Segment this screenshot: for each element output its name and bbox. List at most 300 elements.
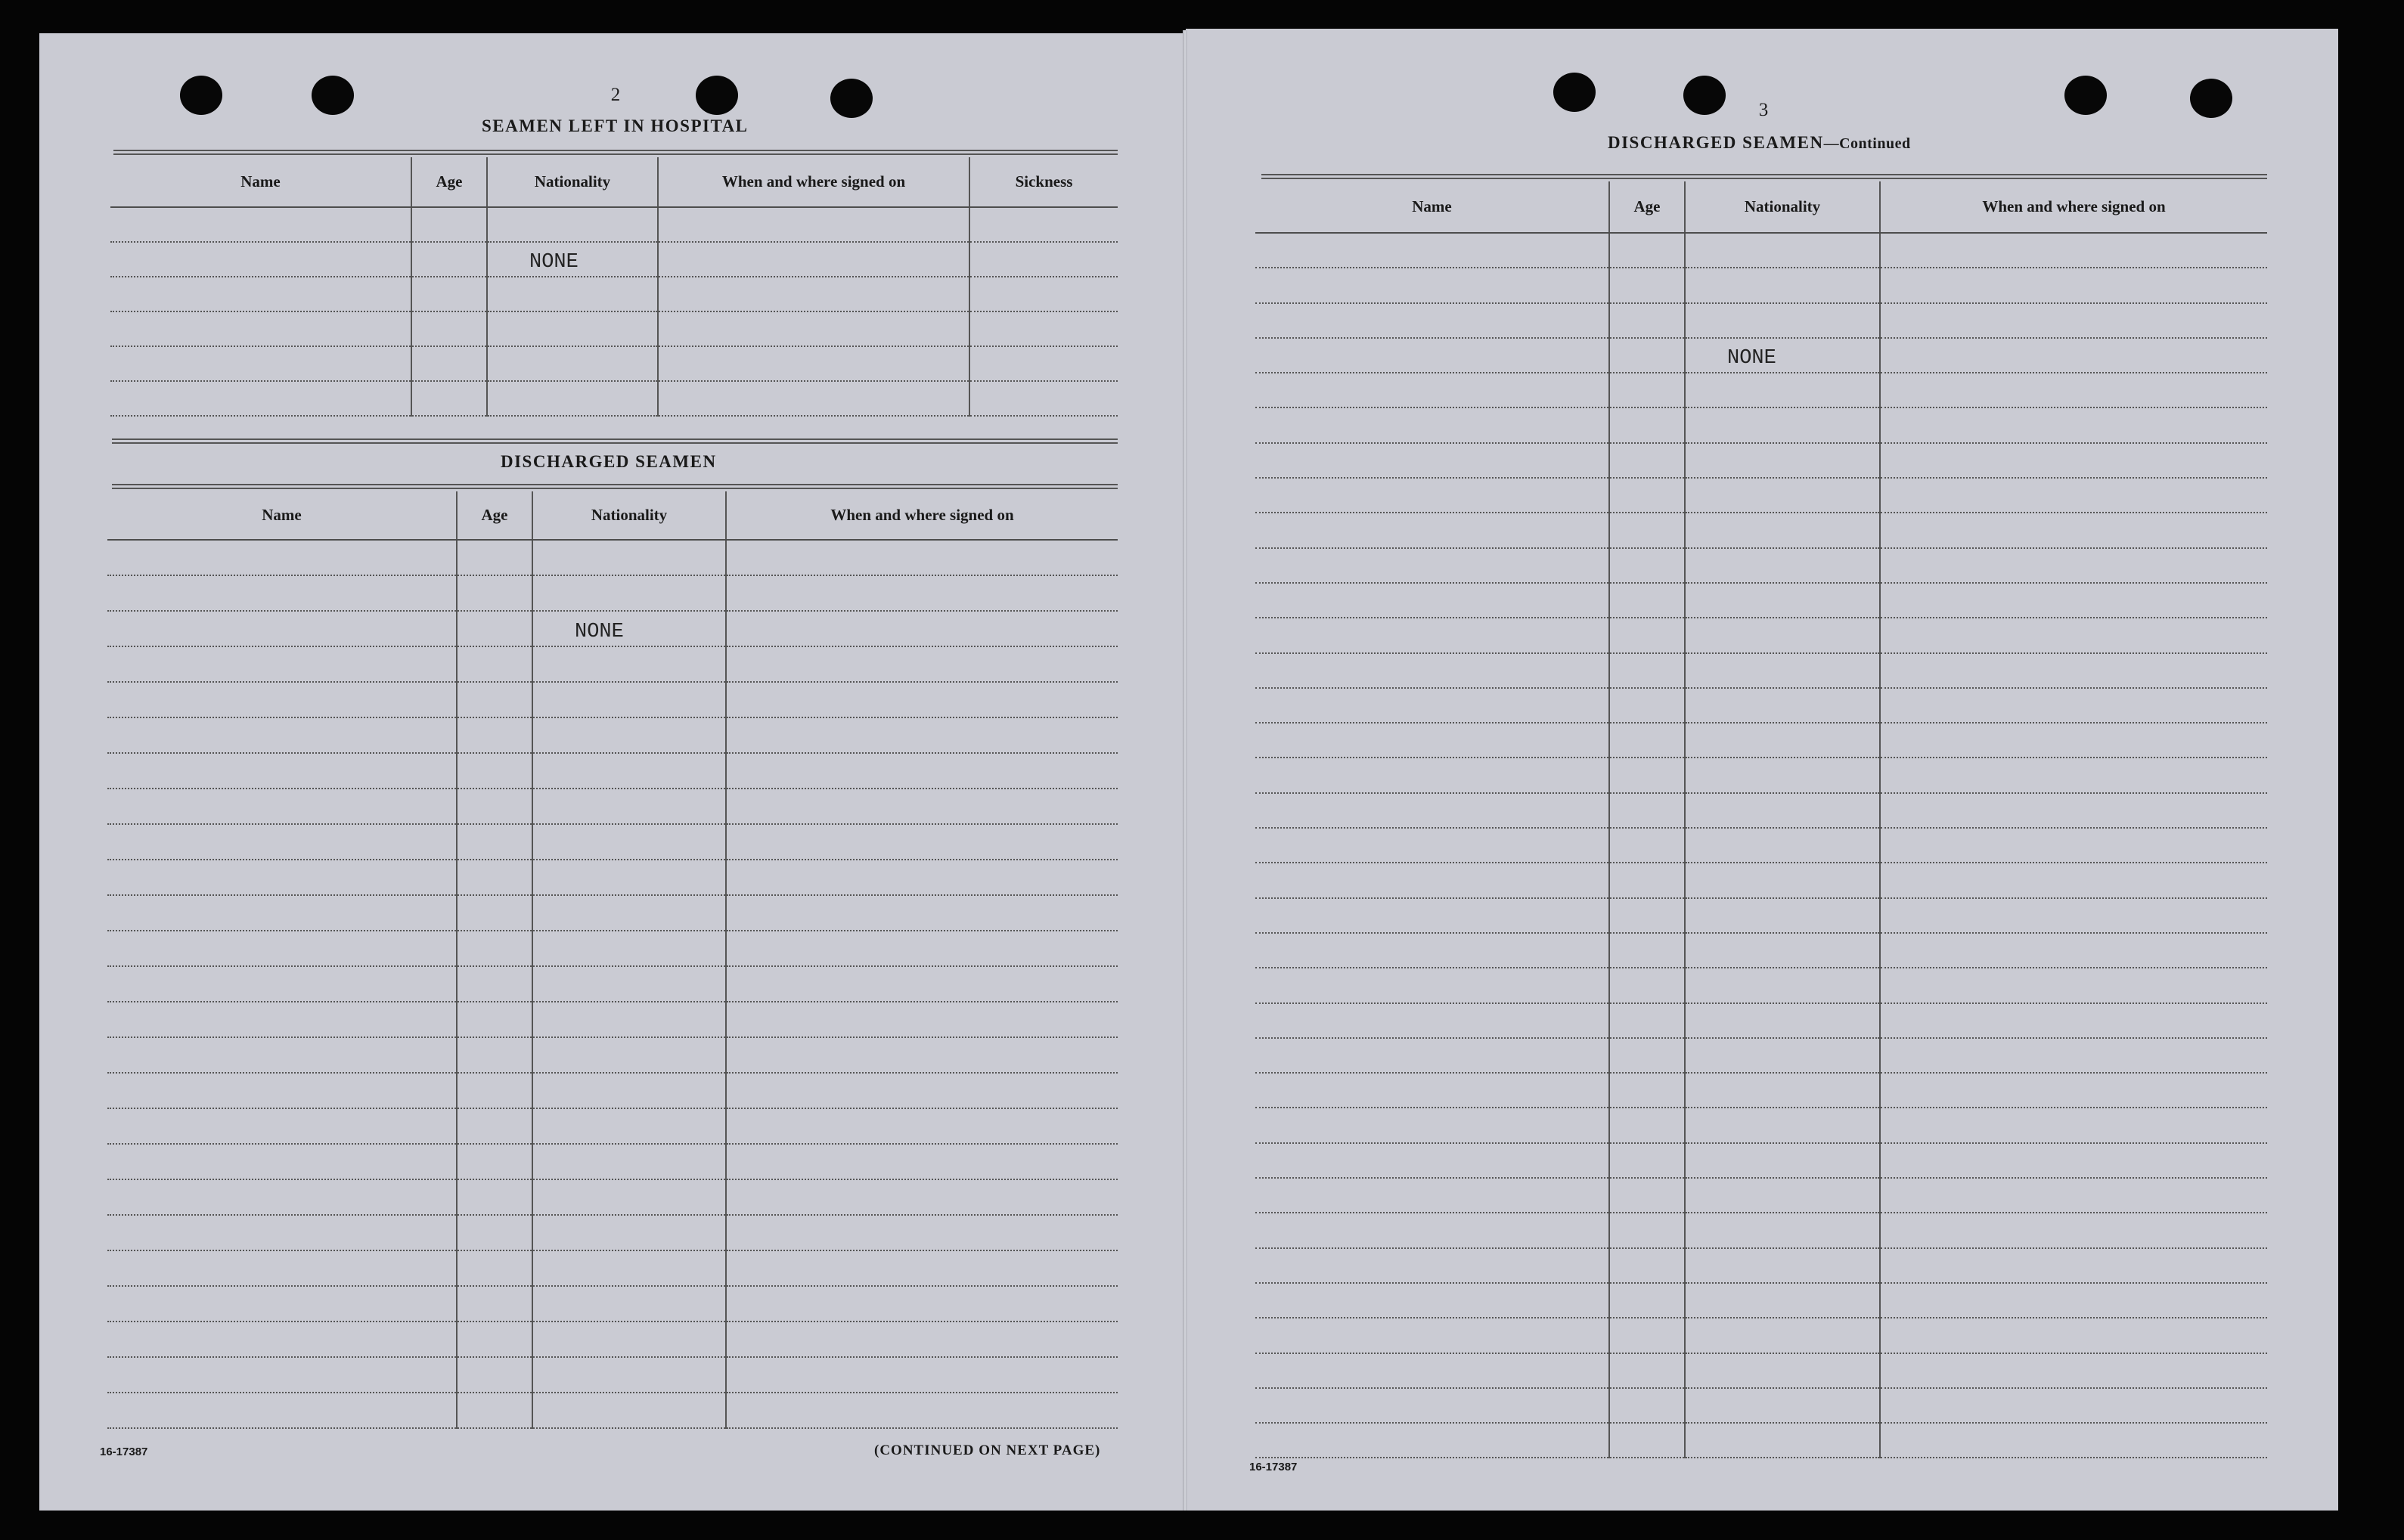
discharged-continued-table xyxy=(1255,181,2267,1458)
table-cell xyxy=(1255,338,1609,373)
table-cell xyxy=(110,381,411,416)
table-cell xyxy=(1685,478,1880,513)
table-cell xyxy=(726,717,1118,753)
table-cell xyxy=(726,682,1118,717)
table-cell xyxy=(107,966,457,1002)
table-cell xyxy=(1685,1388,1880,1423)
table-cell xyxy=(107,1179,457,1215)
typed-entry: NONE xyxy=(529,251,579,274)
table-cell xyxy=(1685,1003,1880,1038)
table-cell xyxy=(1685,1283,1880,1318)
table-cell xyxy=(1609,898,1685,933)
column-header-sickness: Sickness xyxy=(969,157,1118,207)
table-cell xyxy=(1880,618,2267,652)
table-cell xyxy=(1685,863,1880,897)
column-header-signed-on: When and where signed on xyxy=(726,491,1118,540)
table-cell xyxy=(107,895,457,931)
table-cell xyxy=(1609,338,1685,373)
table-cell xyxy=(1880,1283,2267,1318)
table-cell xyxy=(457,1357,532,1393)
table-cell xyxy=(1685,1423,1880,1458)
table-cell xyxy=(532,682,726,717)
table-row xyxy=(107,1073,1118,1108)
table-cell xyxy=(1609,268,1685,302)
table-cell xyxy=(658,207,969,242)
table-cell xyxy=(107,824,457,860)
punch-hole xyxy=(1553,73,1596,112)
table-cell xyxy=(1609,1178,1685,1213)
table-cell xyxy=(1685,1318,1880,1353)
table-cell xyxy=(110,346,411,381)
column-header-name: Name xyxy=(107,491,457,540)
table-cell xyxy=(1685,793,1880,828)
punch-hole xyxy=(180,76,222,115)
table-cell xyxy=(1609,1353,1685,1388)
table-cell xyxy=(1255,1318,1609,1353)
table-cell xyxy=(1609,653,1685,688)
table-cell xyxy=(726,753,1118,789)
table-cell xyxy=(969,381,1118,416)
table-cell xyxy=(532,860,726,895)
continued-note: (CONTINUED ON NEXT PAGE) xyxy=(874,1442,1101,1458)
section-rule xyxy=(1261,174,2267,179)
table-row xyxy=(107,682,1118,717)
table-cell xyxy=(1609,723,1685,758)
hospital-table xyxy=(110,157,1118,417)
table-cell xyxy=(658,346,969,381)
table-cell xyxy=(532,1108,726,1144)
table-cell xyxy=(411,381,487,416)
table-row xyxy=(107,1144,1118,1179)
table-cell xyxy=(107,1073,457,1108)
table-cell xyxy=(1880,548,2267,583)
table-cell xyxy=(1880,478,2267,513)
table-cell xyxy=(1609,233,1685,268)
table-cell xyxy=(726,1073,1118,1108)
hospital-section-title: SEAMEN LEFT IN HOSPITAL xyxy=(482,116,749,135)
table-row xyxy=(1255,513,2267,547)
table-cell xyxy=(1609,548,1685,583)
table-cell xyxy=(726,931,1118,966)
table-cell xyxy=(107,1322,457,1357)
table-cell xyxy=(1609,1248,1685,1283)
table-row xyxy=(107,1393,1118,1428)
table-cell xyxy=(532,753,726,789)
title-suffix: —Continued xyxy=(1823,135,1911,152)
table-cell xyxy=(1255,1423,1609,1458)
table-cell xyxy=(107,1144,457,1179)
table-cell xyxy=(532,824,726,860)
table-cell xyxy=(457,1144,532,1179)
table-cell xyxy=(1255,478,1609,513)
table-cell xyxy=(1685,1248,1880,1283)
table-cell xyxy=(487,207,658,242)
table-cell xyxy=(107,1286,457,1322)
table-row xyxy=(110,311,1118,346)
table-row xyxy=(1255,583,2267,618)
table-cell xyxy=(658,242,969,277)
table-cell xyxy=(1880,828,2267,863)
table-cell xyxy=(107,682,457,717)
table-cell xyxy=(726,1002,1118,1037)
table-cell xyxy=(532,1215,726,1250)
table-row xyxy=(1255,1213,2267,1247)
table-cell xyxy=(1880,1038,2267,1073)
table-cell xyxy=(726,860,1118,895)
table-row xyxy=(107,611,1118,646)
punch-hole xyxy=(312,76,354,115)
table-cell xyxy=(1255,1108,1609,1142)
column-header-age: Age xyxy=(411,157,487,207)
table-cell xyxy=(969,311,1118,346)
table-cell xyxy=(726,1322,1118,1357)
table-row xyxy=(1255,688,2267,723)
table-cell xyxy=(1685,373,1880,407)
table-row xyxy=(110,346,1118,381)
table-cell xyxy=(532,1073,726,1108)
table-row xyxy=(107,1002,1118,1037)
table-cell xyxy=(532,1037,726,1073)
table-cell xyxy=(1685,1213,1880,1247)
table-row xyxy=(107,575,1118,611)
table-cell xyxy=(1609,758,1685,792)
table-row xyxy=(1255,968,2267,1002)
table-row xyxy=(1255,1248,2267,1283)
table-cell xyxy=(457,611,532,646)
table-cell xyxy=(1609,793,1685,828)
table-cell xyxy=(107,1357,457,1393)
table-cell xyxy=(1609,688,1685,723)
table-cell xyxy=(726,1179,1118,1215)
table-cell xyxy=(1880,1318,2267,1353)
table-cell xyxy=(532,540,726,575)
table-cell xyxy=(1685,898,1880,933)
table-cell xyxy=(532,575,726,611)
column-header-age: Age xyxy=(457,491,532,540)
typed-entry: NONE xyxy=(575,621,624,643)
table-cell xyxy=(969,346,1118,381)
punch-hole xyxy=(696,76,738,115)
table-cell xyxy=(107,646,457,682)
table-cell xyxy=(969,242,1118,277)
table-cell xyxy=(1880,233,2267,268)
table-cell xyxy=(532,1322,726,1357)
table-cell xyxy=(1609,1108,1685,1142)
page-fold xyxy=(1183,30,1187,1511)
table-cell xyxy=(411,207,487,242)
table-cell xyxy=(1255,618,1609,652)
table-row xyxy=(1255,653,2267,688)
table-cell xyxy=(107,931,457,966)
table-row xyxy=(1255,1318,2267,1353)
table-cell xyxy=(1609,1283,1685,1318)
table-cell xyxy=(726,789,1118,824)
table-cell xyxy=(1880,407,2267,442)
table-cell xyxy=(1685,407,1880,442)
table-cell xyxy=(1609,828,1685,863)
table-cell xyxy=(457,895,532,931)
discharged-table xyxy=(107,491,1118,1429)
table-row xyxy=(1255,233,2267,268)
table-cell xyxy=(1255,548,1609,583)
table-cell xyxy=(1880,1423,2267,1458)
table-row xyxy=(107,1322,1118,1357)
table-cell xyxy=(1880,933,2267,968)
table-cell xyxy=(1255,933,1609,968)
table-cell xyxy=(1880,303,2267,338)
table-row xyxy=(110,242,1118,277)
table-cell xyxy=(1609,513,1685,547)
table-cell xyxy=(107,611,457,646)
table-cell xyxy=(487,242,658,277)
table-cell xyxy=(1255,898,1609,933)
table-cell xyxy=(1880,898,2267,933)
table-cell xyxy=(1609,407,1685,442)
table-cell xyxy=(1880,1213,2267,1247)
table-cell xyxy=(1255,758,1609,792)
table-cell xyxy=(457,1002,532,1037)
table-cell xyxy=(1609,1003,1685,1038)
table-cell xyxy=(1255,828,1609,863)
table-cell xyxy=(411,311,487,346)
table-row xyxy=(1255,338,2267,373)
table-cell xyxy=(457,931,532,966)
table-cell xyxy=(1880,268,2267,302)
table-cell xyxy=(411,346,487,381)
table-row xyxy=(107,1286,1118,1322)
table-cell xyxy=(1609,1143,1685,1178)
table-cell xyxy=(1880,1248,2267,1283)
table-cell xyxy=(1255,268,1609,302)
table-cell xyxy=(457,575,532,611)
table-cell xyxy=(110,277,411,311)
table-cell xyxy=(532,611,726,646)
table-cell xyxy=(457,1108,532,1144)
table-cell xyxy=(532,1393,726,1428)
table-cell xyxy=(1609,373,1685,407)
table-cell xyxy=(1685,1108,1880,1142)
punch-hole xyxy=(2190,79,2232,118)
table-cell xyxy=(532,1250,726,1286)
table-cell xyxy=(1880,1003,2267,1038)
table-cell xyxy=(532,1144,726,1179)
table-cell xyxy=(1609,968,1685,1002)
table-cell xyxy=(411,242,487,277)
discharged-section-title: DISCHARGED SEAMEN xyxy=(501,452,717,471)
table-cell xyxy=(1255,373,1609,407)
table-cell xyxy=(107,1037,457,1073)
table-cell xyxy=(1685,548,1880,583)
table-cell xyxy=(1609,478,1685,513)
table-cell xyxy=(457,966,532,1002)
table-cell xyxy=(1255,443,1609,478)
table-cell xyxy=(1685,653,1880,688)
table-row xyxy=(1255,898,2267,933)
table-cell xyxy=(107,1250,457,1286)
table-cell xyxy=(1880,723,2267,758)
table-cell xyxy=(1609,1423,1685,1458)
table-row xyxy=(107,860,1118,895)
table-cell xyxy=(1685,968,1880,1002)
table-row xyxy=(1255,1108,2267,1142)
table-cell xyxy=(969,207,1118,242)
table-cell xyxy=(107,540,457,575)
table-cell xyxy=(457,1179,532,1215)
table-cell xyxy=(1609,303,1685,338)
table-cell xyxy=(1880,1388,2267,1423)
table-row xyxy=(107,824,1118,860)
table-cell xyxy=(457,1250,532,1286)
table-cell xyxy=(107,575,457,611)
table-cell xyxy=(658,381,969,416)
column-header-nationality: Nationality xyxy=(487,157,658,207)
table-row xyxy=(107,931,1118,966)
title-main: DISCHARGED SEAMEN xyxy=(1608,133,1824,152)
table-cell xyxy=(726,824,1118,860)
table-cell xyxy=(532,895,726,931)
table-cell xyxy=(487,277,658,311)
table-cell xyxy=(110,207,411,242)
typed-entry: NONE xyxy=(1727,347,1776,370)
form-number: 16-17387 xyxy=(1249,1461,1298,1473)
table-cell xyxy=(107,1393,457,1428)
table-cell xyxy=(457,860,532,895)
column-header-signed-on: When and where signed on xyxy=(1880,181,2267,233)
table-cell xyxy=(1685,1353,1880,1388)
table-cell xyxy=(1255,968,1609,1002)
table-row xyxy=(107,966,1118,1002)
table-cell xyxy=(1880,443,2267,478)
table-cell xyxy=(1880,758,2267,792)
table-cell xyxy=(1255,513,1609,547)
table-cell xyxy=(1685,618,1880,652)
table-cell xyxy=(532,789,726,824)
table-cell xyxy=(1685,443,1880,478)
table-row xyxy=(107,1215,1118,1250)
punch-hole xyxy=(830,79,873,118)
table-cell xyxy=(411,277,487,311)
table-row xyxy=(1255,373,2267,407)
table-cell xyxy=(457,1073,532,1108)
table-cell xyxy=(1609,443,1685,478)
table-cell xyxy=(1685,583,1880,618)
table-cell xyxy=(1255,688,1609,723)
table-cell xyxy=(726,1144,1118,1179)
table-cell xyxy=(1880,863,2267,897)
table-cell xyxy=(457,646,532,682)
table-row xyxy=(1255,303,2267,338)
table-cell xyxy=(1880,968,2267,1002)
table-cell xyxy=(1685,303,1880,338)
table-cell xyxy=(1255,793,1609,828)
table-row xyxy=(107,717,1118,753)
table-row xyxy=(1255,933,2267,968)
page-number: 2 xyxy=(610,85,621,105)
table-row xyxy=(110,277,1118,311)
column-header-age: Age xyxy=(1609,181,1685,233)
table-cell xyxy=(1609,1073,1685,1108)
table-cell xyxy=(1255,1353,1609,1388)
table-cell xyxy=(457,540,532,575)
table-row xyxy=(1255,548,2267,583)
table-cell xyxy=(107,860,457,895)
table-row xyxy=(1255,1388,2267,1423)
table-cell xyxy=(1685,513,1880,547)
table-cell xyxy=(726,646,1118,682)
column-header-signed-on: When and where signed on xyxy=(658,157,969,207)
table-row xyxy=(1255,478,2267,513)
table-row xyxy=(1255,1003,2267,1038)
table-cell xyxy=(1880,1073,2267,1108)
table-cell xyxy=(532,1002,726,1037)
table-cell xyxy=(532,1179,726,1215)
table-cell xyxy=(1609,583,1685,618)
table-cell xyxy=(532,1286,726,1322)
table-cell xyxy=(457,1322,532,1357)
table-cell xyxy=(1255,1388,1609,1423)
table-cell xyxy=(1255,1213,1609,1247)
table-cell xyxy=(726,575,1118,611)
table-row xyxy=(1255,1038,2267,1073)
table-cell xyxy=(1255,1003,1609,1038)
punch-hole xyxy=(2064,76,2107,115)
table-cell xyxy=(457,1037,532,1073)
table-cell xyxy=(1685,1178,1880,1213)
table-row xyxy=(107,1037,1118,1073)
table-row xyxy=(107,1179,1118,1215)
table-row xyxy=(110,207,1118,242)
table-cell xyxy=(1880,1353,2267,1388)
table-cell xyxy=(726,1286,1118,1322)
table-cell xyxy=(1609,1038,1685,1073)
column-header-name: Name xyxy=(110,157,411,207)
section-rule xyxy=(112,484,1118,489)
table-row xyxy=(1255,793,2267,828)
table-row xyxy=(1255,443,2267,478)
table-cell xyxy=(1880,653,2267,688)
table-row xyxy=(1255,723,2267,758)
table-cell xyxy=(457,753,532,789)
table-cell xyxy=(1880,1178,2267,1213)
table-cell xyxy=(1685,268,1880,302)
section-rule xyxy=(112,438,1118,444)
table-cell xyxy=(726,1108,1118,1144)
table-cell xyxy=(1255,407,1609,442)
table-cell xyxy=(1880,338,2267,373)
table-cell xyxy=(1609,1213,1685,1247)
column-header-name: Name xyxy=(1255,181,1609,233)
table-cell xyxy=(1685,828,1880,863)
table-row xyxy=(107,540,1118,575)
table-cell xyxy=(487,381,658,416)
table-cell xyxy=(457,789,532,824)
table-cell xyxy=(457,717,532,753)
table-cell xyxy=(1685,338,1880,373)
section-rule xyxy=(113,150,1118,155)
table-cell xyxy=(1255,723,1609,758)
table-cell xyxy=(1255,1248,1609,1283)
table-cell xyxy=(1255,1038,1609,1073)
table-row xyxy=(1255,268,2267,302)
table-cell xyxy=(658,311,969,346)
table-row xyxy=(107,789,1118,824)
table-row xyxy=(107,646,1118,682)
table-cell xyxy=(1609,618,1685,652)
table-cell xyxy=(726,895,1118,931)
table-cell xyxy=(532,646,726,682)
table-cell xyxy=(1255,303,1609,338)
table-row xyxy=(1255,618,2267,652)
